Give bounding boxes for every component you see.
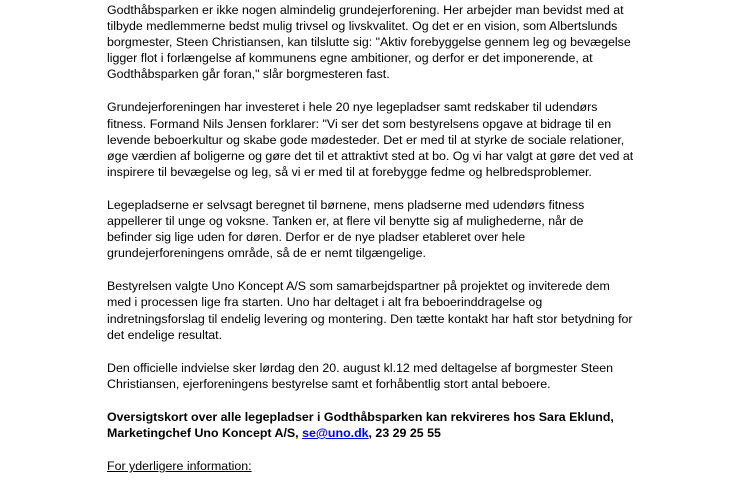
text-line: med i processen lige fra starten. Uno har deltaget i alt fra beboerinddragelse og [107, 295, 543, 310]
text-line: Christiansen, ejerforeningens bestyrelse samt et forhåbentlig stort antal beboere. [107, 376, 551, 391]
text-line: Den officielle indvielse sker lørdag den 20. august kl.12 med deltagelse af borgmester Steen [107, 360, 614, 375]
contact-line: Oversigtskort over alle legepladser i Godthåbsparken kan rekvireres hos Sara Eklund, [107, 409, 614, 424]
contact-title: Marketingchef Uno Koncept A/S, [107, 425, 303, 440]
text-line: inspirere til bevægelse og leg, så vi er med til at forebygge fedme og helbredsproblemer. [107, 164, 592, 179]
text-line: appellerer til unge og voksne. Tanken er, at flere vil benytte sig af mulighederne, når de [107, 214, 584, 229]
paragraph-inauguration [107, 360, 732, 392]
email-link[interactable]: se@uno.dk [302, 425, 369, 440]
text-line: tilbyde medlemmerne bedst mulig trivsel og livskvalitet. Og det er en vision, som Albertslunds [107, 19, 618, 34]
more-info-paragraph [107, 458, 732, 474]
text-line: ligger flot i forlængelse af kommunens egne ambitioner, og derfor er det imponerende, at [107, 51, 593, 66]
paragraph-partner [107, 278, 732, 342]
more-info-heading: For yderligere information: [107, 459, 252, 474]
text-line: levende beboerkultur og skabe gode mødesteder. Det er med til at styrke de sociale relationer, [107, 132, 625, 147]
text-line: Godthåbsparken er ikke nogen almindelig grundejerforening. Her arbejder man bevidst med at [107, 3, 624, 17]
text-line: befinder sig lige uden for døren. Derfor er de nye pladser etableret over hele [107, 230, 526, 245]
text-line: Grundejerforeningen har investeret i hele 20 nye legepladser samt redskaber til udendørs [107, 100, 598, 115]
paragraph-investment [107, 99, 732, 179]
document-body [107, 2, 732, 491]
paragraph-playgrounds [107, 197, 732, 261]
contact-phone: , 23 29 25 55 [368, 425, 441, 440]
contact-paragraph [107, 409, 732, 441]
paragraph-intro [107, 2, 732, 82]
text-line: det endelige resultat. [107, 327, 223, 342]
text-line: Legepladserne er selvsagt beregnet til børnene, mens pladserne med udendørs fitness [107, 197, 585, 212]
text-line: øge værdien af boligerne og gøre det til et attraktivt sted at bo. Og vi har valgt at gøre det ved at [107, 148, 634, 163]
text-line: grundejerforeningens område, så de er nemt tilgængelige. [107, 246, 426, 261]
text-line: Godthåbsparken går foran," slår borgmesteren fast. [107, 67, 390, 82]
text-line: indretningsforslag til endelig levering og montering. Den tætte kontakt har haft stor betydning for [107, 311, 633, 326]
text-line: borgmester, Steen Christiansen, kan tilslutte sig: "Aktiv forebyggelse gennem leg og bevægelse [107, 35, 631, 50]
text-line: fitness. Formand Nils Jensen forklarer: "Vi ser det som bestyrelsens opgave at bidrage til en [107, 116, 612, 131]
text-line: Bestyrelsen valgte Uno Koncept A/S som samarbejdspartner på projektet og inviterede dem [107, 279, 610, 294]
contact-line [107, 425, 732, 441]
